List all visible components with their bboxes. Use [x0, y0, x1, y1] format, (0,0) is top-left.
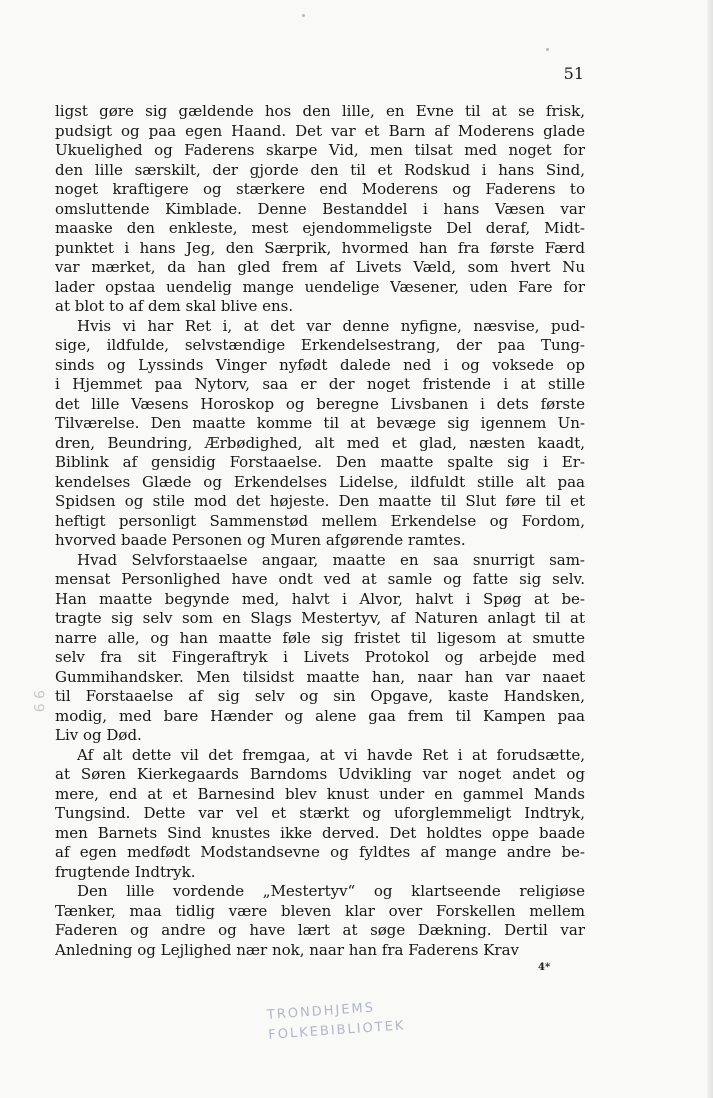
library-stamp-line-2: FOLKEBIBLIOTEK: [267, 1018, 406, 1043]
text-line: heftigt personligt Sammenstød mellem Erkendelse og Fordom,: [55, 511, 585, 530]
text-line: mere, end at et Barnesind blev knust under en gammel Mands: [55, 784, 585, 803]
text-line: Tilværelse. Den maatte komme til at bevæge sig igennem Un-: [55, 414, 585, 432]
text-line: omsluttende Kimblade. Denne Bestanddel i hans Væsen var: [55, 199, 585, 218]
library-stamp-line-1: TRONDHJEMS: [266, 1000, 376, 1023]
text-line: tragte sig selv som en Slags Mestertyv, af Naturen anlagt til at: [55, 609, 585, 627]
text-line: sinds og Lyssinds Vinger nyfødt dalede ned i og voksede op: [55, 355, 585, 374]
text-line: den lille særskilt, der gjorde den til et Rodskud i hans Sind,: [55, 160, 585, 179]
text-line: noget kraftigere og stærkere end Moderens og Faderens to: [55, 180, 585, 198]
text-line: sige, ildfulde, selvstændige Erkendelsestrang, der paa Tung-: [55, 336, 585, 354]
text-line: i Hjemmet paa Nytorv, saa er der noget fristende i at stille: [55, 375, 585, 393]
page-number: 51: [563, 64, 584, 83]
text-line: Biblink af gensidig Forstaaelse. Den maatte spalte sig i Er-: [55, 453, 585, 471]
text-line: hvorved baade Personen og Muren afgørende ramtes.: [55, 531, 466, 549]
text-line: lader opstaa uendelig mange uendelige Væsener, uden Fare for: [55, 277, 585, 296]
text-line: Spidsen og stile mod det højeste. Den maatte til Slut føre til et: [55, 492, 585, 510]
text-line: var mærket, da han gled frem af Livets Væld, som hvert Nu: [55, 258, 585, 276]
text-line: Den lille vordende „Mestertyv“ og klartseende religiøse: [77, 882, 585, 900]
text-line: punktet i hans Jeg, den Særprik, hvormed han fra første Færd: [55, 238, 585, 257]
text-line: pudsigt og paa egen Haand. Det var et Barn af Moderens glade: [55, 121, 585, 140]
text-line: at blot to af dem skal blive ens.: [55, 297, 294, 315]
text-line: Tungsind. Dette var vel et stærkt og uforglemmeligt Indtryk,: [55, 804, 585, 822]
print-speck: [302, 14, 305, 17]
text-line: Ukuelighed og Faderens skarpe Vid, men tilsat med noget for: [55, 141, 585, 159]
text-line: Faderen og andre og have lært at søge Dækning. Dertil var: [55, 921, 585, 939]
text-line: Hvad Selvforstaaelse angaar, maatte en saa snurrigt sam-: [77, 550, 585, 569]
page-edge-shadow: [707, 0, 713, 1098]
text-line: det lille Væsens Horoskop og beregne Livsbanen i dets første: [55, 394, 585, 413]
text-line: Liv og Død.: [55, 726, 142, 744]
text-line: narre alle, og han maatte føle sig fristet til ligesom at smutte: [55, 628, 585, 647]
text-line: Anledning og Lejlighed nær nok, naar han fra Faderens Krav: [55, 940, 519, 959]
text-line: Hvis vi har Ret i, at det var denne nyfigne, næsvise, pud-: [77, 316, 585, 335]
text-line: frugtende Indtryk.: [55, 862, 196, 881]
body-text: [55, 102, 585, 960]
text-line: Gummihandsker. Men tilsidst maatte han, naar han var naaet: [55, 667, 585, 686]
text-line: Han maatte begynde med, halvt i Alvor, halvt i Spøg at be-: [55, 589, 585, 608]
text-line: af egen medfødt Modstandsevne og fyldtes af mange andre be-: [55, 843, 585, 861]
text-line: Af alt dette vil det fremgaa, at vi havde Ret i at forudsætte,: [77, 745, 585, 764]
text-line: til Forstaaelse af sig selv og sin Opgave, kaste Handsken,: [55, 687, 585, 705]
text-line: mensat Personlighed have ondt ved at samle og fatte sig selv.: [55, 570, 585, 588]
text-line: ligst gøre sig gældende hos den lille, en Evne til at se frisk,: [55, 102, 585, 120]
print-speck: [546, 48, 549, 51]
text-line: selv fra sit Fingeraftryk i Livets Protokol og arbejde med: [55, 648, 585, 666]
text-line: modig, med bare Hænder og alene gaa frem til Kampen paa: [55, 706, 585, 725]
library-stamp: [266, 994, 439, 1060]
text-line: kendelses Glæde og Erkendelses Lidelse, ildfuldt stille alt paa: [55, 472, 585, 491]
text-line: at Søren Kierkegaards Barndoms Udvikling var noget andet og: [55, 765, 585, 783]
text-line: Tænker, maa tidlig være bleven klar over Forskellen mellem: [55, 901, 585, 920]
text-line: maaske den enkleste, mest ejendommeligste Del deraf, Midt-: [55, 219, 585, 237]
text-line: men Barnets Sind knustes ikke derved. Det holdtes oppe baade: [55, 823, 585, 842]
signature-mark: 4*: [538, 962, 551, 973]
margin-pencil-mark: 9 9: [30, 690, 46, 713]
text-line: dren, Beundring, Ærbødighed, alt med et glad, næsten kaadt,: [55, 433, 585, 452]
